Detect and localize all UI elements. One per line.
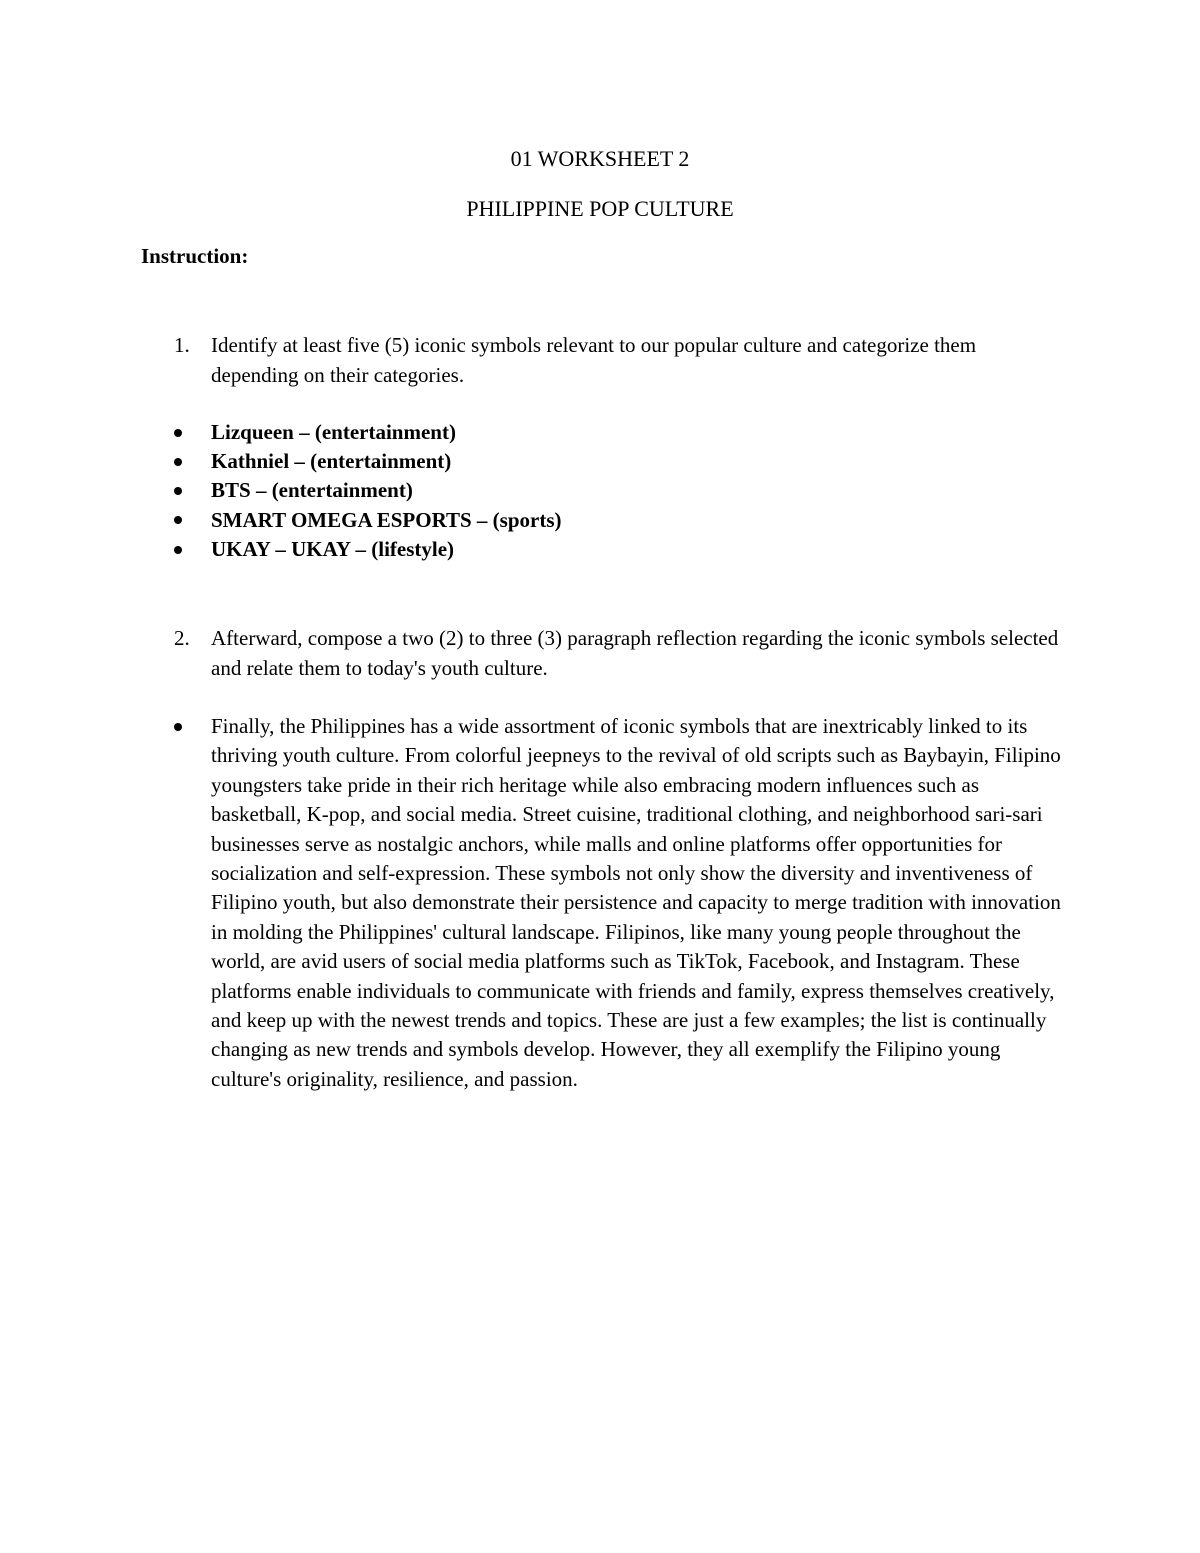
bullet-icon bbox=[174, 487, 182, 495]
list-item bbox=[141, 506, 1061, 535]
question-2 bbox=[141, 624, 1061, 683]
bullet-icon bbox=[174, 723, 182, 731]
reflection-paragraph: Finally, the Philippines has a wide assortment of iconic symbols that are inextricably linked to its thriving youth culture. From colorful jeepneys to the revival of old scripts such as Baybayin, Filipino youngsters take pride in their rich heritage while also embracing modern influences such as basketball, K-pop, and social media. Street cuisine, traditional clothing, and neighborhood sari-sari businesses serve as nostalgic anchors, while malls and online platforms offer opportunities for socialization and self-expression. These symbols not only show the diversity and inventiveness of Filipino youth, but also demonstrate their persistence and capacity to merge tradition with innovation in molding the Philippines' cultural landscape. Filipinos, like many young people throughout the world, are avid users of social media platforms such as TikTok, Facebook, and Instagram. These platforms enable individuals to communicate with friends and family, express themselves creatively, and keep up with the newest trends and topics. These are just a few examples; the list is continually changing as new trends and symbols develop. However, they all exemplify the Filipino young culture's originality, resilience, and passion. bbox=[211, 714, 1061, 1091]
list-item bbox=[141, 535, 1061, 564]
bullet-icon bbox=[174, 458, 182, 466]
bullet-icon bbox=[174, 516, 182, 524]
question-text: Afterward, compose a two (2) to three (3) paragraph reflection regarding the iconic symbols selected and relate them to today's youth culture. bbox=[211, 626, 1059, 680]
symbols-list bbox=[141, 418, 1061, 564]
question-text: Identify at least five (5) iconic symbols relevant to our popular culture and categorize them depending on their categories. bbox=[211, 333, 977, 387]
symbol-label: SMART OMEGA ESPORTS – (sports) bbox=[211, 507, 562, 532]
question-1 bbox=[141, 331, 1061, 390]
instruction-label: Instruction: bbox=[141, 244, 249, 268]
symbol-label: Lizqueen – (entertainment) bbox=[211, 420, 456, 444]
list-item bbox=[141, 476, 1061, 505]
worksheet-title: 01 WORKSHEET 2 bbox=[510, 146, 690, 171]
symbol-label: UKAY – UKAY – (lifestyle) bbox=[211, 536, 455, 561]
bullet-icon bbox=[174, 546, 182, 554]
symbol-label: BTS – (entertainment) bbox=[211, 478, 413, 503]
question-number: 1. bbox=[174, 333, 190, 357]
list-item bbox=[141, 418, 1061, 447]
list-item bbox=[141, 447, 1061, 476]
worksheet-subtitle: PHILIPPINE POP CULTURE bbox=[466, 196, 734, 221]
symbol-label: Kathniel – (entertainment) bbox=[211, 449, 452, 474]
question-number: 2. bbox=[174, 626, 190, 650]
reflection-section bbox=[141, 712, 1061, 1094]
bullet-icon bbox=[174, 429, 182, 437]
